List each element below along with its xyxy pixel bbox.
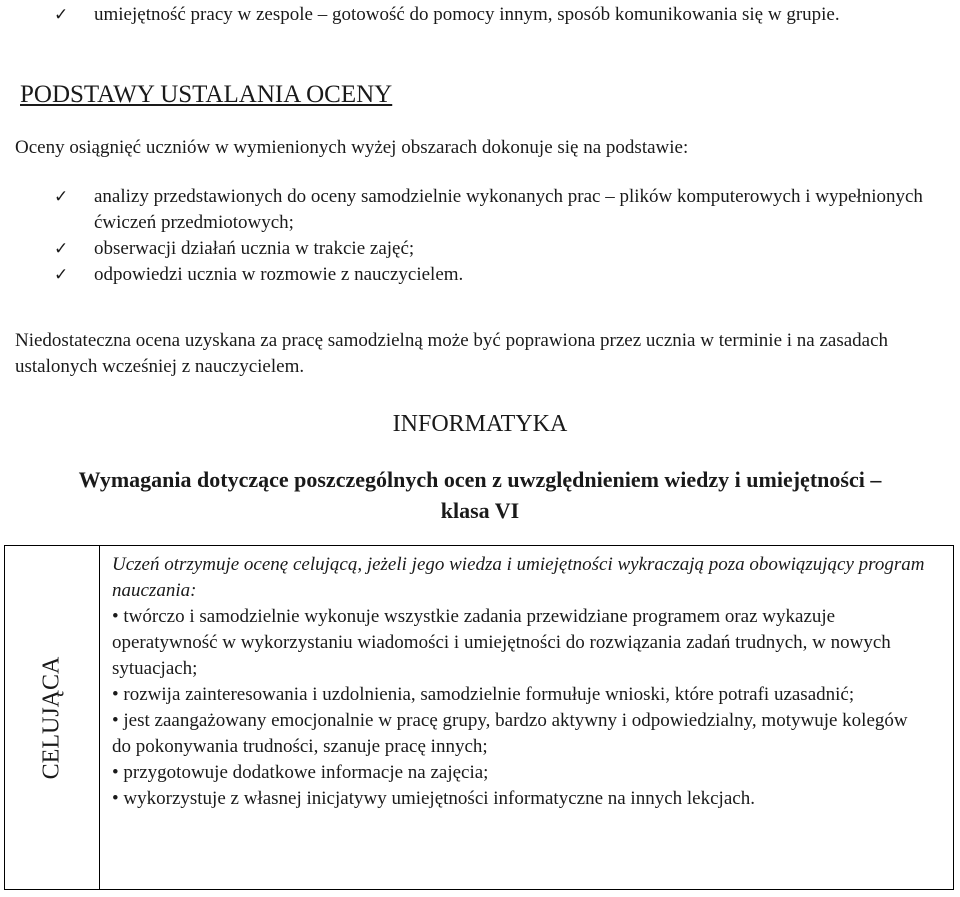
grade-line: • przygotowuje dodatkowe informacje na zajęcia; bbox=[112, 762, 489, 783]
check-icon: ✓ bbox=[54, 5, 69, 25]
note-text: Niedostateczna ocena uzyskana za pracę samodzielną może być poprawiona przez ucznia w terminie i na zasadach ustalonych wcześniej z nauczycielem. bbox=[15, 330, 889, 377]
requirements-table bbox=[4, 545, 954, 890]
grade-line: • wykorzystuje z własnej inicjatywy umiejętności informatyczne na innych lekcjach. bbox=[112, 788, 755, 809]
check-icon: ✓ bbox=[54, 239, 69, 259]
check-icon: ✓ bbox=[54, 265, 69, 285]
basis-check-list bbox=[54, 184, 954, 288]
class-title: klasa VI bbox=[440, 498, 520, 523]
intro-text: Oceny osiągnięć uczniów w wymienionych wyżej obszarach dokonuje się na podstawie: bbox=[15, 137, 689, 158]
grade-line: • rozwija zainteresowania i uzdolnienia, samodzielnie formułuje wnioski, które potrafi uzasadnić; bbox=[112, 684, 855, 705]
check-icon: ✓ bbox=[54, 187, 69, 207]
grade-line: • jest zaangażowany emocjonalnie w pracę grupy, bardzo aktywny i odpowiedzialny, motywuje kolegów bbox=[112, 710, 908, 731]
section-heading: PODSTAWY USTALANIA OCENY bbox=[20, 81, 393, 108]
table-row bbox=[5, 546, 954, 890]
list-item: ✓ analizy przedstawionych do oceny samodzielnie wykonanych prac – plików komputerowych i wypełnionych ćwiczeń przedmiotowych; bbox=[54, 186, 923, 233]
list-item: ✓ odpowiedzi ucznia w rozmowie z nauczycielem. bbox=[54, 262, 954, 288]
list-item: ✓ umiejętność pracy w zespole – gotowość do pomocy innym, sposób komunikowania się w grupie. bbox=[54, 2, 954, 28]
grade-intro: Uczeń otrzymuje ocenę celującą, jeżeli jego wiedza i umiejętności wykraczają poza obowiązujący program nauczania: bbox=[112, 554, 925, 601]
grade-line: do pokonywania trudności, szanuje pracę innych; bbox=[112, 736, 488, 757]
grade-name: CELUJĄCA bbox=[38, 656, 65, 779]
grade-line: • twórczo i samodzielnie wykonuje wszystkie zadania przewidziane programem oraz wykazuje operatywność w wykorzystaniu wiadomości i umiejętności do rozwiązania zadań trudnych, w nowych sytuacjach; bbox=[112, 606, 891, 679]
top-check-list bbox=[54, 2, 954, 28]
list-item: ✓ obserwacji działań ucznia w trakcie zajęć; bbox=[54, 236, 954, 262]
requirements-title: Wymagania dotyczące poszczególnych ocen z uwzględnieniem wiedzy i umiejętności – bbox=[78, 467, 882, 492]
grade-description-cell bbox=[100, 546, 954, 890]
grade-cell bbox=[5, 546, 100, 890]
subject-title: INFORMATYKA bbox=[392, 411, 568, 437]
